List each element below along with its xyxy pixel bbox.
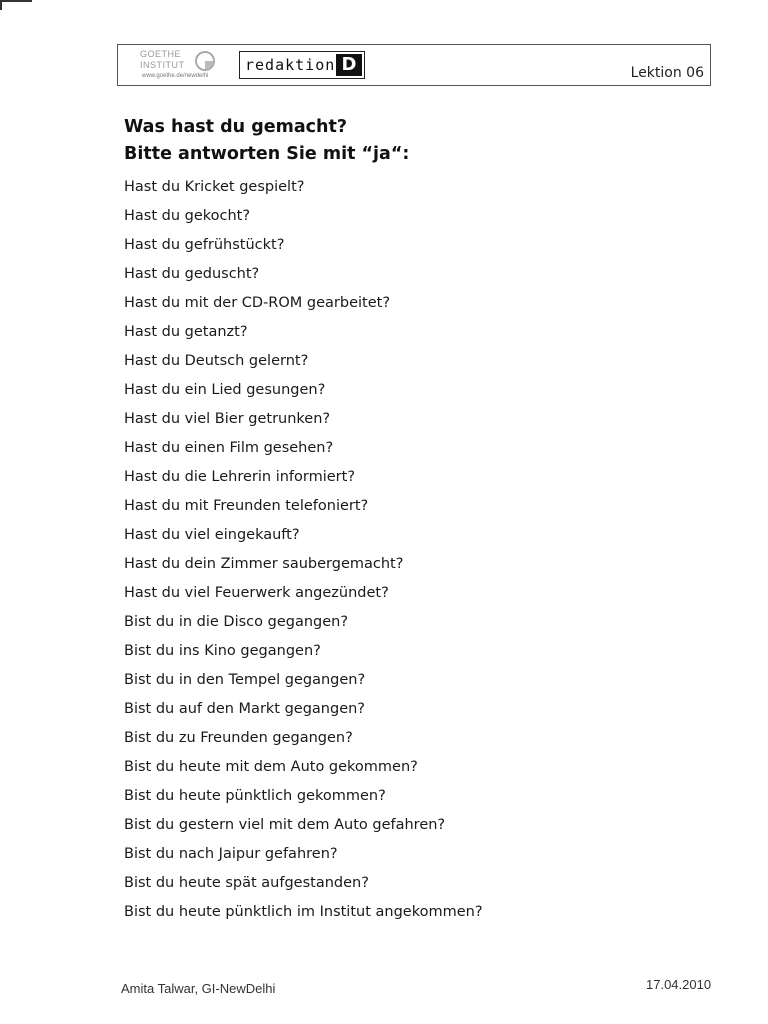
exercise-title <box>124 114 409 168</box>
question-item: Hast du einen Film gesehen? <box>124 440 334 456</box>
redaktion-text: redaktion <box>245 56 336 74</box>
redaktion-d-letter: D <box>336 54 362 76</box>
question-item: Hast du Kricket gespielt? <box>124 179 305 195</box>
question-item: Bist du nach Jaipur gefahren? <box>124 846 338 862</box>
question-item: Hast du die Lehrerin informiert? <box>124 469 356 485</box>
title-line-1: Was hast du gemacht? <box>124 117 348 137</box>
question-item: Hast du mit der CD-ROM gearbeitet? <box>124 295 391 311</box>
question-item: Hast du ein Lied gesungen? <box>124 382 326 398</box>
question-item: Hast du viel Feuerwerk angezündet? <box>124 585 389 601</box>
lesson-number: Lektion 06 <box>630 65 704 81</box>
question-item: Bist du auf den Markt gegangen? <box>124 701 366 717</box>
question-item: Bist du heute spät aufgestanden? <box>124 875 369 891</box>
question-item: Hast du gekocht? <box>124 208 251 224</box>
question-item: Bist du heute pünktlich im Institut angekommen? <box>124 904 483 920</box>
scan-corner-mark <box>0 0 32 10</box>
question-item: Bist du ins Kino gegangen? <box>124 643 321 659</box>
question-item: Hast du dein Zimmer saubergemacht? <box>124 556 404 572</box>
question-item: Hast du gefrühstückt? <box>124 237 285 253</box>
redaktion-d-logo <box>239 51 365 79</box>
goethe-logo-icon <box>194 50 216 72</box>
footer-author: Amita Talwar, GI-NewDelhi <box>121 981 276 996</box>
question-item: Hast du getanzt? <box>124 324 248 340</box>
goethe-logo-url: www.goethe.de/newdelhi <box>142 73 209 79</box>
question-item: Hast du geduscht? <box>124 266 260 282</box>
question-item: Hast du mit Freunden telefoniert? <box>124 498 369 514</box>
goethe-logo-line2: INSTITUT <box>140 60 185 70</box>
question-item: Bist du zu Freunden gegangen? <box>124 730 353 746</box>
question-item: Hast du Deutsch gelernt? <box>124 353 309 369</box>
goethe-logo-line1: GOETHE <box>140 49 182 59</box>
question-item: Bist du in den Tempel gegangen? <box>124 672 366 688</box>
title-line-2: Bitte antworten Sie mit “ja“: <box>124 144 410 164</box>
page-header <box>117 44 711 86</box>
question-list <box>124 177 483 931</box>
question-item: Bist du heute pünktlich gekommen? <box>124 788 386 804</box>
question-item: Bist du gestern viel mit dem Auto gefahren? <box>124 817 446 833</box>
question-item: Bist du heute mit dem Auto gekommen? <box>124 759 418 775</box>
goethe-institut-logo <box>122 47 232 83</box>
footer-date: 17.04.2010 <box>646 977 712 992</box>
question-item: Hast du viel Bier getrunken? <box>124 411 331 427</box>
question-item: Hast du viel eingekauft? <box>124 527 300 543</box>
question-item: Bist du in die Disco gegangen? <box>124 614 349 630</box>
